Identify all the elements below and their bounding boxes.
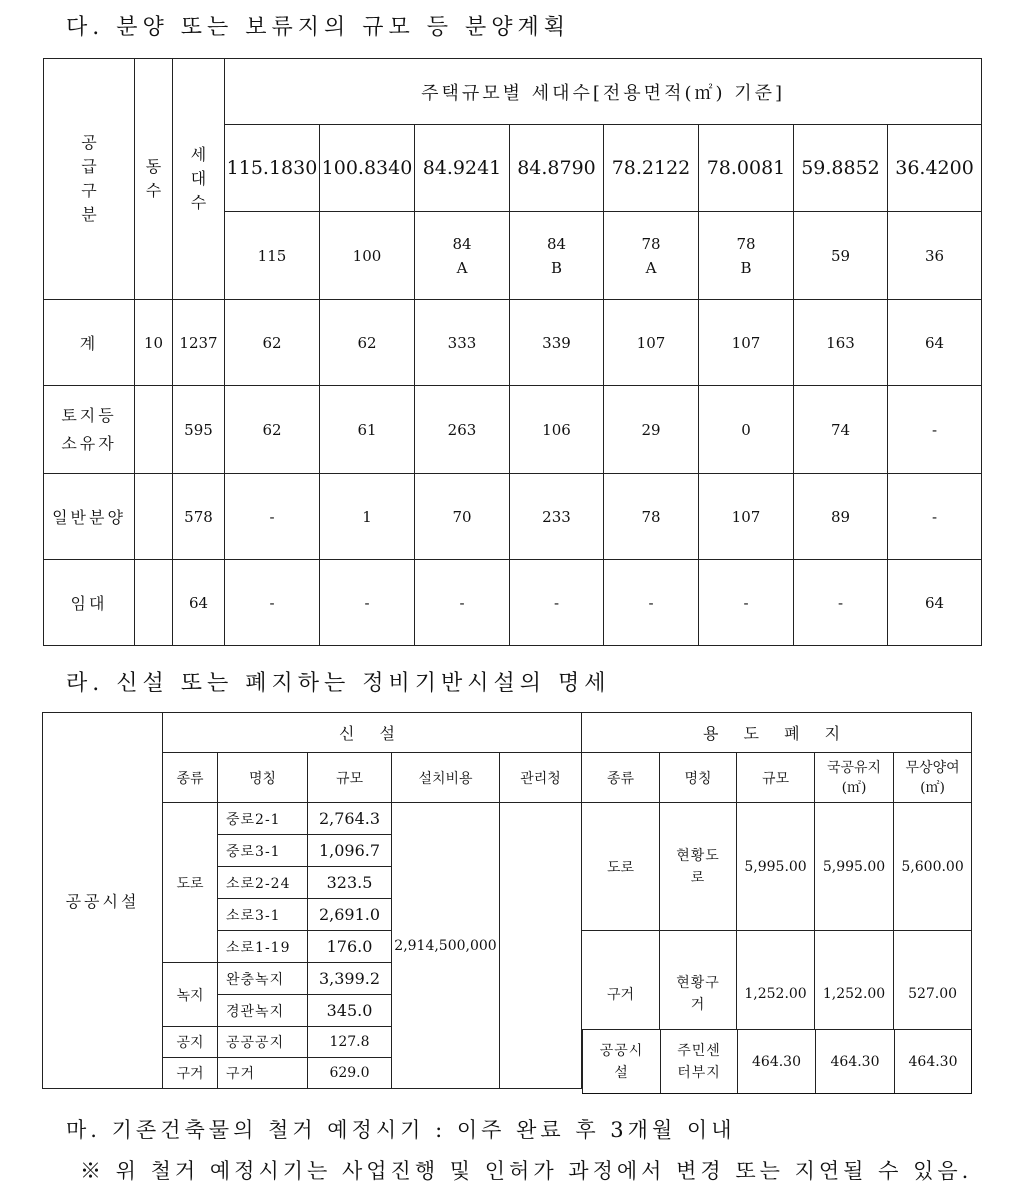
item-size: 323.5 [308,867,392,899]
new-header: 신 설 [163,713,582,753]
buildings-cell [135,386,173,474]
households-cell: 578 [173,474,225,560]
area-cell: 115.1830 [225,125,320,212]
area-cell: 78.2122 [604,125,699,212]
value-cell: - [510,560,604,646]
row-label: 임대 [44,560,135,646]
management-cell [500,803,582,1089]
value-cell: - [888,474,982,560]
value-cell: - [794,560,888,646]
abolished-free: 527.00 [894,931,972,1058]
type-cell: 115 [225,212,320,300]
value-cell: - [415,560,510,646]
col-header: 국공유지 (㎡) [815,753,894,803]
item-name: 소로2-24 [218,867,308,899]
item-size: 2,764.3 [308,803,392,835]
abolished-row-facility [582,1029,972,1094]
abolished-type: 구거 [582,931,660,1058]
value-cell: 89 [794,474,888,560]
type-cell: 78 B [699,212,794,300]
item-name: 완충녹지 [218,963,308,995]
abolished-state: 5,995.00 [815,803,894,931]
area-cell: 84.9241 [415,125,510,212]
install-cost: 2,914,500,000 [392,803,500,1089]
table-row [44,560,982,646]
value-cell: 107 [699,474,794,560]
value-cell: - [604,560,699,646]
value-cell: 107 [699,300,794,386]
header-buildings: 동 수 [135,59,173,300]
type-cell: 59 [794,212,888,300]
type-cell: 78 A [604,212,699,300]
value-cell: - [225,560,320,646]
abolish-header: 용 도 폐 지 [582,713,972,753]
abolished-size: 1,252.00 [737,931,815,1058]
value-cell: 106 [510,386,604,474]
value-cell: 64 [888,560,982,646]
value-cell: 0 [699,386,794,474]
item-size: 3,399.2 [308,963,392,995]
item-name: 중로2-1 [218,803,308,835]
value-cell: - [225,474,320,560]
abolished-free: 5,600.00 [894,803,972,931]
section-ra-title: 라. 신설 또는 폐지하는 정비기반시설의 명세 [66,671,611,696]
abolished-free: 464.30 [895,1030,972,1094]
abolished-type: 도로 [582,803,660,931]
type-cell: 36 [888,212,982,300]
value-cell: 70 [415,474,510,560]
item-size: 176.0 [308,931,392,963]
value-cell: 74 [794,386,888,474]
item-name: 구거 [218,1058,308,1089]
item-size: 629.0 [308,1058,392,1089]
supply-plan-table [43,58,982,646]
value-cell: 107 [604,300,699,386]
value-cell: 163 [794,300,888,386]
item-size: 345.0 [308,995,392,1027]
value-cell: 1 [320,474,415,560]
value-cell: 62 [225,386,320,474]
table-row [44,386,982,474]
row-label: 계 [44,300,135,386]
item-name: 경관녹지 [218,995,308,1027]
row-label: 토지등 소유자 [44,386,135,474]
abolished-type: 공공시 설 [583,1030,661,1094]
value-cell: 61 [320,386,415,474]
item-size: 2,691.0 [308,899,392,931]
section-da-title: 다. 분양 또는 보류지의 규모 등 분양계획 [66,15,570,40]
value-cell: 78 [604,474,699,560]
header-supply-type: 공 급 구 분 [44,59,135,300]
type-cell: 84 A [415,212,510,300]
abolished-size: 464.30 [738,1030,816,1094]
col-header: 관리청 [500,753,582,803]
col-header: 무상양여 (㎡) [894,753,972,803]
type-cell: 84 B [510,212,604,300]
value-cell: 29 [604,386,699,474]
abolished-state: 464.30 [816,1030,895,1094]
group-ditch: 구거 [163,1058,218,1089]
value-cell: 339 [510,300,604,386]
abolished-name: 현황도 로 [660,803,737,931]
item-name: 공공공지 [218,1027,308,1058]
item-name: 중로3-1 [218,835,308,867]
value-cell: 62 [320,300,415,386]
group-road: 도로 [163,803,218,963]
buildings-cell [135,560,173,646]
value-cell: 263 [415,386,510,474]
item-size: 1,096.7 [308,835,392,867]
group-open: 공지 [163,1027,218,1058]
table-row [44,474,982,560]
value-cell: 233 [510,474,604,560]
households-cell: 595 [173,386,225,474]
buildings-cell: 10 [135,300,173,386]
col-header: 규모 [737,753,815,803]
value-cell: 333 [415,300,510,386]
col-header: 종류 [582,753,660,803]
item-size: 127.8 [308,1027,392,1058]
value-cell: - [699,560,794,646]
abolished-name: 주민센 터부지 [661,1030,738,1094]
area-cell: 59.8852 [794,125,888,212]
area-cell: 78.0081 [699,125,794,212]
col-header: 명칭 [218,753,308,803]
col-header: 규모 [308,753,392,803]
households-cell: 1237 [173,300,225,386]
header-households: 세 대 수 [173,59,225,300]
abolished-state: 1,252.00 [815,931,894,1058]
households-cell: 64 [173,560,225,646]
abolished-size: 5,995.00 [737,803,815,931]
col-header: 설치비용 [392,753,500,803]
type-cell: 100 [320,212,415,300]
abolished-name: 현황구 거 [660,931,737,1058]
area-cell: 100.8340 [320,125,415,212]
area-cell: 84.8790 [510,125,604,212]
category-cell: 공공시설 [43,713,163,1089]
value-cell: - [888,386,982,474]
note-text: ※ 위 철거 예정시기는 사업진행 및 인허가 과정에서 변경 또는 지연될 수 있음. [80,1159,973,1183]
item-name: 소로1-19 [218,931,308,963]
table-row [44,300,982,386]
value-cell: - [320,560,415,646]
group-green: 녹지 [163,963,218,1027]
col-header: 명칭 [660,753,737,803]
value-cell: 64 [888,300,982,386]
item-name: 소로3-1 [218,899,308,931]
area-cell: 36.4200 [888,125,982,212]
buildings-cell [135,474,173,560]
row-label: 일반분양 [44,474,135,560]
header-size-group: 주택규모별 세대수[전용면적(㎡) 기준] [225,59,982,125]
section-ma-text: 마. 기존건축물의 철거 예정시기 : 이주 완료 후 3개월 이내 [66,1118,736,1142]
value-cell: 62 [225,300,320,386]
col-header: 종류 [163,753,218,803]
